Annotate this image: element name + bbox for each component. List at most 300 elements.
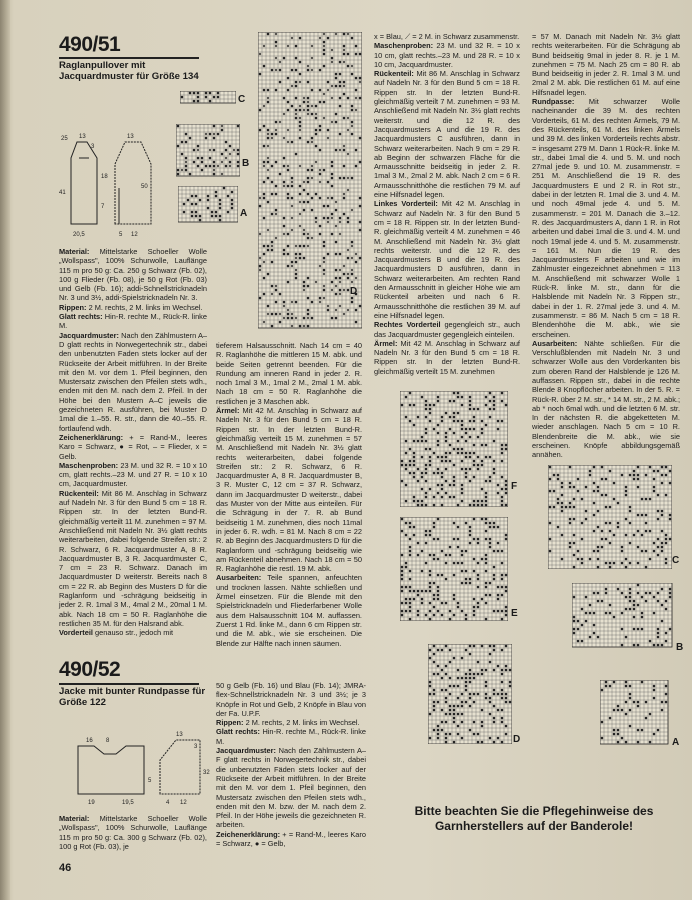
chart-stitch-dot — [485, 444, 488, 447]
chart-stitch-dot — [593, 632, 596, 635]
chart-stitch-dot — [549, 522, 552, 525]
chart-stitch-dot — [437, 468, 440, 471]
chart-stitch-dot — [307, 297, 310, 300]
chart-stitch-dot — [409, 522, 412, 525]
chart-stitch-dot — [497, 586, 500, 589]
chart-stitch-dot — [401, 460, 404, 463]
chart-stitch-dot — [417, 500, 420, 503]
chart-stitch-dot — [481, 598, 484, 601]
chart-stitch-dot — [621, 592, 624, 595]
chart-stitch-dot — [657, 632, 660, 635]
chart-stitch-dot — [461, 693, 464, 696]
chart-stitch-dot — [351, 177, 354, 180]
chart-stitch-dot — [189, 137, 192, 140]
chart-stitch-dot — [465, 472, 468, 475]
chart-stitch-dot — [405, 468, 408, 471]
chart-stitch-dot — [613, 733, 616, 736]
chart-stitch-dot — [665, 538, 668, 541]
chart-stitch-dot — [637, 584, 640, 587]
chart-label-52-a: A — [672, 737, 680, 748]
chart-stitch-dot — [291, 141, 294, 144]
chart-stitch-dot — [319, 129, 322, 132]
chart-stitch-dot — [649, 558, 652, 561]
chart-stitch-dot — [601, 689, 604, 692]
chart-stitch-dot — [355, 261, 358, 264]
chart-stitch-dot — [601, 478, 604, 481]
chart-stitch-dot — [493, 526, 496, 529]
chart-stitch-dot — [497, 598, 500, 601]
chart-stitch-dot — [299, 193, 302, 196]
chart-stitch-dot — [557, 502, 560, 505]
chart-stitch-dot — [549, 478, 552, 481]
chart-stitch-dot — [437, 400, 440, 403]
chart-stitch-dot — [633, 616, 636, 619]
chart-stitch-dot — [343, 213, 346, 216]
chart-stitch-dot — [629, 600, 632, 603]
chart-stitch-dot — [213, 125, 216, 128]
chart-stitch-dot — [441, 504, 444, 507]
chart-stitch-dot — [441, 669, 444, 672]
chart-stitch-dot — [429, 404, 432, 407]
chart-stitch-dot — [657, 600, 660, 603]
paragraph-text: 50 g Gelb (Fb. 16) und Blau (Fb. 14); JMRA-flex-Schnellstricknadeln Nr. 3 und 3½; je 3 Knöpfe in Rot und Gelb, 2 Knöpfe in Blau von der Fa. U.P.F. — [216, 681, 366, 718]
chart-stitch-dot — [307, 177, 310, 180]
chart-stitch-dot — [497, 484, 500, 487]
schematic-51-dim-8: 50 — [141, 184, 148, 190]
paragraph — [216, 830, 366, 849]
chart-stitch-dot — [485, 554, 488, 557]
chart-stitch-dot — [493, 645, 496, 648]
chart-stitch-dot — [557, 498, 560, 501]
chart-stitch-dot — [477, 538, 480, 541]
chart-stitch-dot — [421, 456, 424, 459]
chart-stitch-dot — [405, 484, 408, 487]
chart-stitch-dot — [609, 530, 612, 533]
paragraph — [59, 312, 207, 331]
chart-stitch-dot — [417, 504, 420, 507]
chart-stitch-dot — [283, 181, 286, 184]
chart-stitch-dot — [461, 610, 464, 613]
chart-stitch-dot — [489, 476, 492, 479]
chart-stitch-dot — [421, 570, 424, 573]
paragraph-text: tieferem Halsausschnitt. Nach 14 cm = 40 R. Raglanhöhe die mittleren 15 M. abk. und beide Seiten getrennt beenden. Für die Rundung am inneren Rand in jeder 2. R. noch 1mal 3 M., 1mal 2 M., 2mal 1 M. abk. Nach 18 cm = 50 R. Raglanhöhe die restlichen je 3 Maschen abk. — [216, 341, 362, 406]
chart-stitch-dot — [413, 598, 416, 601]
chart-stitch-dot — [661, 542, 664, 545]
chart-stitch-dot — [215, 191, 218, 194]
chart-stitch-dot — [417, 594, 420, 597]
chart-stitch-dot — [199, 219, 202, 222]
chart-stitch-dot — [211, 215, 214, 218]
chart-stitch-dot — [457, 440, 460, 443]
chart-stitch-dot — [449, 713, 452, 716]
chart-stitch-dot — [669, 592, 672, 595]
chart-stitch-dot — [561, 482, 564, 485]
chart-stitch-dot — [327, 253, 330, 256]
paragraph — [532, 97, 680, 339]
chart-stitch-dot — [661, 644, 664, 647]
pattern-number-52: 490/52 — [59, 658, 121, 681]
chart-stitch-dot — [493, 400, 496, 403]
chart-stitch-dot — [335, 149, 338, 152]
chart-stitch-dot — [473, 645, 476, 648]
chart-stitch-dot — [291, 177, 294, 180]
chart-stitch-dot — [473, 476, 476, 479]
chart-stitch-dot — [335, 113, 338, 116]
chart-stitch-dot — [641, 616, 644, 619]
chart-stitch-dot — [505, 480, 508, 483]
paragraph — [216, 341, 362, 406]
chart-stitch-dot — [469, 504, 472, 507]
chart-stitch-dot — [605, 538, 608, 541]
chart-stitch-dot — [231, 203, 234, 206]
chart-stitch-dot — [307, 97, 310, 100]
chart-stitch-dot — [449, 460, 452, 463]
chart-stitch-dot — [609, 566, 612, 569]
chart-stitch-dot — [299, 257, 302, 260]
chart-stitch-dot — [477, 602, 480, 605]
chart-stitch-dot — [409, 602, 412, 605]
chart-stitch-dot — [283, 249, 286, 252]
paragraph-heading: Maschenproben: — [59, 460, 119, 470]
chart-stitch-dot — [197, 100, 200, 103]
chart-stitch-dot — [661, 482, 664, 485]
chart-stitch-dot — [629, 685, 632, 688]
chart-stitch-dot — [501, 717, 504, 720]
chart-stitch-dot — [669, 628, 672, 631]
chart-stitch-dot — [445, 492, 448, 495]
chart-stitch-dot — [437, 590, 440, 593]
chart-stitch-dot — [437, 586, 440, 589]
chart-stitch-dot — [465, 468, 468, 471]
chart-stitch-dot — [343, 273, 346, 276]
chart-stitch-dot — [213, 96, 216, 99]
chart-stitch-dot — [401, 590, 404, 593]
chart-stitch-dot — [219, 207, 222, 210]
chart-stitch-dot — [445, 645, 448, 648]
chart-stitch-dot — [433, 594, 436, 597]
chart-stitch-dot — [219, 199, 222, 202]
chart-stitch-dot — [661, 550, 664, 553]
chart-stitch-dot — [625, 518, 628, 521]
paragraph-heading: Zeichenerklärung: — [59, 432, 124, 442]
paragraph-text: Mit 42 M. Anschlag in Schwarz auf Nadeln Nr. 3 für den Bund 5 cm = 18 R. Rippen str. In der letzten Bund-R. gleichmäßig verteilt 15 M. zunehmen — [374, 338, 520, 376]
chart-stitch-dot — [177, 125, 180, 128]
chart-stitch-dot — [201, 157, 204, 160]
chart-stitch-dot — [287, 313, 290, 316]
chart-stitch-dot — [323, 245, 326, 248]
page-spine — [0, 0, 10, 900]
chart-stitch-dot — [343, 197, 346, 200]
chart-stitch-dot — [549, 490, 552, 493]
instructions-52-col2 — [216, 681, 366, 848]
chart-stitch-dot — [421, 602, 424, 605]
chart-stitch-dot — [569, 502, 572, 505]
schematic-52-dim-8: 19,5 — [122, 800, 134, 806]
chart-stitch-dot — [437, 538, 440, 541]
chart-stitch-dot — [303, 201, 306, 204]
chart-stitch-dot — [637, 628, 640, 631]
chart-stitch-dot — [421, 504, 424, 507]
chart-stitch-dot — [319, 233, 322, 236]
chart-stitch-dot — [477, 741, 480, 744]
chart-stitch-dot — [453, 717, 456, 720]
chart-stitch-dot — [497, 709, 500, 712]
chart-stitch-dot — [441, 456, 444, 459]
chart-stitch-dot — [445, 713, 448, 716]
chart-stitch-dot — [351, 37, 354, 40]
chart-stitch-dot — [637, 478, 640, 481]
chart-stitch-dot — [267, 33, 270, 36]
chart-stitch-dot — [473, 452, 476, 455]
chart-stitch-dot — [331, 233, 334, 236]
chart-stitch-dot — [267, 137, 270, 140]
chart-stitch-dot — [263, 65, 266, 68]
chart-stitch-dot — [421, 472, 424, 475]
chart-stitch-dot — [461, 396, 464, 399]
chart-stitch-dot — [237, 125, 240, 128]
chart-stitch-dot — [295, 109, 298, 112]
chart-stitch-dot — [637, 701, 640, 704]
chart-stitch-dot — [429, 693, 432, 696]
chart-stitch-dot — [453, 392, 456, 395]
chart-stitch-dot — [597, 486, 600, 489]
chart-stitch-dot — [469, 408, 472, 411]
chart-stitch-dot — [485, 582, 488, 585]
chart-stitch-dot — [481, 428, 484, 431]
chart-stitch-dot — [259, 265, 262, 268]
chart-stitch-dot — [489, 701, 492, 704]
chart-stitch-dot — [617, 709, 620, 712]
chart-stitch-dot — [629, 562, 632, 565]
chart-stitch-dot — [453, 709, 456, 712]
chart-stitch-dot — [441, 677, 444, 680]
chart-stitch-dot — [339, 289, 342, 292]
chart-stitch-dot — [413, 452, 416, 455]
chart-stitch-dot — [485, 530, 488, 533]
chart-stitch-dot — [445, 665, 448, 668]
chart-stitch-dot — [343, 165, 346, 168]
chart-stitch-dot — [327, 37, 330, 40]
chart-stitch-dot — [485, 456, 488, 459]
chart-stitch-dot — [449, 452, 452, 455]
chart-stitch-dot — [231, 199, 234, 202]
chart-stitch-dot — [469, 428, 472, 431]
knitting-chart-51-c — [180, 91, 236, 105]
chart-stitch-dot — [283, 157, 286, 160]
chart-stitch-dot — [497, 594, 500, 597]
chart-stitch-dot — [429, 681, 432, 684]
paragraph-heading: Ärmel: — [216, 406, 240, 416]
chart-stitch-dot — [649, 640, 652, 643]
chart-stitch-dot — [485, 500, 488, 503]
chart-stitch-dot — [481, 518, 484, 521]
paragraph-heading: Glatt rechts: — [216, 727, 260, 737]
chart-stitch-dot — [557, 526, 560, 529]
chart-stitch-dot — [593, 612, 596, 615]
chart-stitch-dot — [299, 137, 302, 140]
chart-stitch-dot — [429, 448, 432, 451]
chart-stitch-dot — [589, 604, 592, 607]
chart-stitch-dot — [295, 69, 298, 72]
chart-stitch-dot — [485, 594, 488, 597]
garment-schematic-52 — [60, 730, 210, 808]
chart-stitch-dot — [445, 737, 448, 740]
chart-stitch-dot — [437, 594, 440, 597]
chart-stitch-dot — [299, 253, 302, 256]
chart-stitch-dot — [505, 610, 508, 613]
chart-stitch-dot — [457, 396, 460, 399]
chart-stitch-dot — [493, 472, 496, 475]
chart-stitch-dot — [493, 669, 496, 672]
chart-stitch-dot — [339, 253, 342, 256]
chart-stitch-dot — [469, 534, 472, 537]
chart-stitch-dot — [331, 185, 334, 188]
chart-stitch-dot — [501, 578, 504, 581]
chart-stitch-dot — [657, 494, 660, 497]
chart-stitch-dot — [287, 169, 290, 172]
chart-stitch-dot — [319, 125, 322, 128]
chart-stitch-dot — [437, 610, 440, 613]
chart-stitch-dot — [223, 187, 226, 190]
chart-stitch-dot — [649, 741, 652, 744]
chart-stitch-dot — [405, 586, 408, 589]
chart-stitch-dot — [267, 273, 270, 276]
chart-stitch-dot — [295, 153, 298, 156]
chart-stitch-dot — [401, 574, 404, 577]
paragraph-text: 23 M. und 32 R. = 10 x 10 cm, glatt rechts.–23 M. und 27 R. = 10 x 10 cm, Jacquardmuster. — [59, 460, 207, 489]
chart-stitch-dot — [473, 701, 476, 704]
chart-stitch-dot — [501, 550, 504, 553]
chart-stitch-dot — [505, 504, 508, 507]
chart-stitch-dot — [645, 600, 648, 603]
chart-stitch-dot — [585, 596, 588, 599]
chart-stitch-dot — [457, 526, 460, 529]
chart-stitch-dot — [573, 628, 576, 631]
paragraph — [216, 718, 366, 727]
chart-stitch-dot — [437, 492, 440, 495]
chart-stitch-dot — [323, 41, 326, 44]
paragraph-text: + = Rand-M., leeres Karo = Schwarz, ● = Gelb, — [216, 829, 366, 849]
chart-stitch-dot — [437, 725, 440, 728]
chart-stitch-dot — [633, 478, 636, 481]
chart-stitch-dot — [339, 105, 342, 108]
chart-stitch-dot — [649, 713, 652, 716]
chart-stitch-dot — [465, 550, 468, 553]
chart-stitch-dot — [307, 141, 310, 144]
chart-stitch-dot — [215, 211, 218, 214]
chart-stitch-dot — [209, 157, 212, 160]
paragraph-text: Mittelstarke Schoeller Wolle „Wollspass", 100% Schurwolle, Lauflänge 115 m pro 50 g: Ca. 250 g Schwarz (Fb. 02), 100 g Flieder (Fb. 08), je 50 g Rot (Fb. 03) und Gelb (Fb. 16); addi-Schnellstricknadeln Nr. 3 und 3½, addi-Spielstricknadeln Nr. 3. — [59, 247, 207, 303]
chart-stitch-dot — [323, 269, 326, 272]
chart-stitch-dot — [425, 542, 428, 545]
chart-stitch-dot — [469, 645, 472, 648]
chart-stitch-dot — [433, 709, 436, 712]
chart-stitch-dot — [429, 488, 432, 491]
chart-stitch-dot — [303, 245, 306, 248]
chart-stitch-dot — [205, 137, 208, 140]
chart-stitch-dot — [461, 721, 464, 724]
chart-stitch-dot — [311, 113, 314, 116]
chart-stitch-dot — [195, 195, 198, 198]
chart-stitch-dot — [469, 729, 472, 732]
chart-stitch-dot — [359, 305, 362, 308]
chart-stitch-dot — [481, 669, 484, 672]
chart-stitch-dot — [409, 554, 412, 557]
chart-stitch-dot — [665, 534, 668, 537]
chart-stitch-dot — [441, 472, 444, 475]
chart-stitch-dot — [217, 96, 220, 99]
chart-stitch-dot — [445, 436, 448, 439]
chart-stitch-dot — [633, 470, 636, 473]
chart-stitch-dot — [485, 492, 488, 495]
chart-stitch-dot — [621, 612, 624, 615]
chart-stitch-dot — [501, 673, 504, 676]
chart-stitch-dot — [425, 496, 428, 499]
chart-stitch-dot — [477, 504, 480, 507]
chart-stitch-dot — [489, 582, 492, 585]
chart-stitch-dot — [275, 185, 278, 188]
chart-stitch-dot — [629, 506, 632, 509]
schematic-52-dim-9: 4 — [166, 800, 170, 806]
chart-stitch-dot — [191, 211, 194, 214]
chart-stitch-dot — [197, 96, 200, 99]
paragraph — [532, 339, 680, 460]
chart-stitch-dot — [585, 612, 588, 615]
chart-stitch-dot — [465, 440, 468, 443]
chart-stitch-dot — [489, 456, 492, 459]
chart-stitch-dot — [193, 92, 196, 95]
chart-stitch-dot — [191, 215, 194, 218]
chart-stitch-dot — [637, 530, 640, 533]
chart-stitch-dot — [613, 534, 616, 537]
paragraph — [216, 573, 362, 647]
chart-stitch-dot — [441, 649, 444, 652]
chart-stitch-dot — [669, 470, 672, 473]
chart-stitch-dot — [453, 480, 456, 483]
chart-stitch-dot — [207, 199, 210, 202]
chart-stitch-dot — [501, 649, 504, 652]
chart-stitch-dot — [453, 476, 456, 479]
chart-stitch-dot — [449, 685, 452, 688]
chart-stitch-dot — [605, 522, 608, 525]
chart-stitch-dot — [319, 149, 322, 152]
chart-stitch-dot — [303, 317, 306, 320]
chart-stitch-dot — [657, 518, 660, 521]
chart-stitch-dot — [509, 685, 512, 688]
chart-stitch-dot — [339, 81, 342, 84]
chart-stitch-dot — [437, 440, 440, 443]
chart-stitch-dot — [271, 213, 274, 216]
chart-stitch-dot — [327, 181, 330, 184]
instructions-col4 — [532, 32, 680, 460]
knitting-chart-51-b — [176, 124, 240, 178]
chart-stitch-dot — [189, 173, 192, 176]
paragraph — [374, 41, 520, 69]
chart-stitch-dot — [295, 81, 298, 84]
chart-label-51-d: D — [350, 286, 358, 297]
chart-stitch-dot — [307, 105, 310, 108]
schematic-52-dim-4: 3 — [194, 744, 198, 750]
chart-stitch-dot — [457, 733, 460, 736]
chart-stitch-dot — [581, 562, 584, 565]
chart-stitch-dot — [405, 610, 408, 613]
chart-stitch-dot — [409, 590, 412, 593]
chart-stitch-dot — [657, 470, 660, 473]
chart-stitch-dot — [481, 444, 484, 447]
paragraph-text: Nach den Zählmustern A–F glatt rechts in Norwegertechnik str., dabei die unbenutzten Fäden stets locker auf der Rückseite der Arbeit mitführen. In der Breite mit den M. vor dem 1. Pfeil beginnen, den Mustersatz zwischen den Pfeilen stets wdh., enden mit den M. bzw. der M. nach dem 2. Pfeil. In der Höhe jeweils die gezeichneten R. arbeiten. — [216, 746, 366, 830]
chart-stitch-dot — [493, 741, 496, 744]
chart-stitch-dot — [343, 33, 346, 36]
